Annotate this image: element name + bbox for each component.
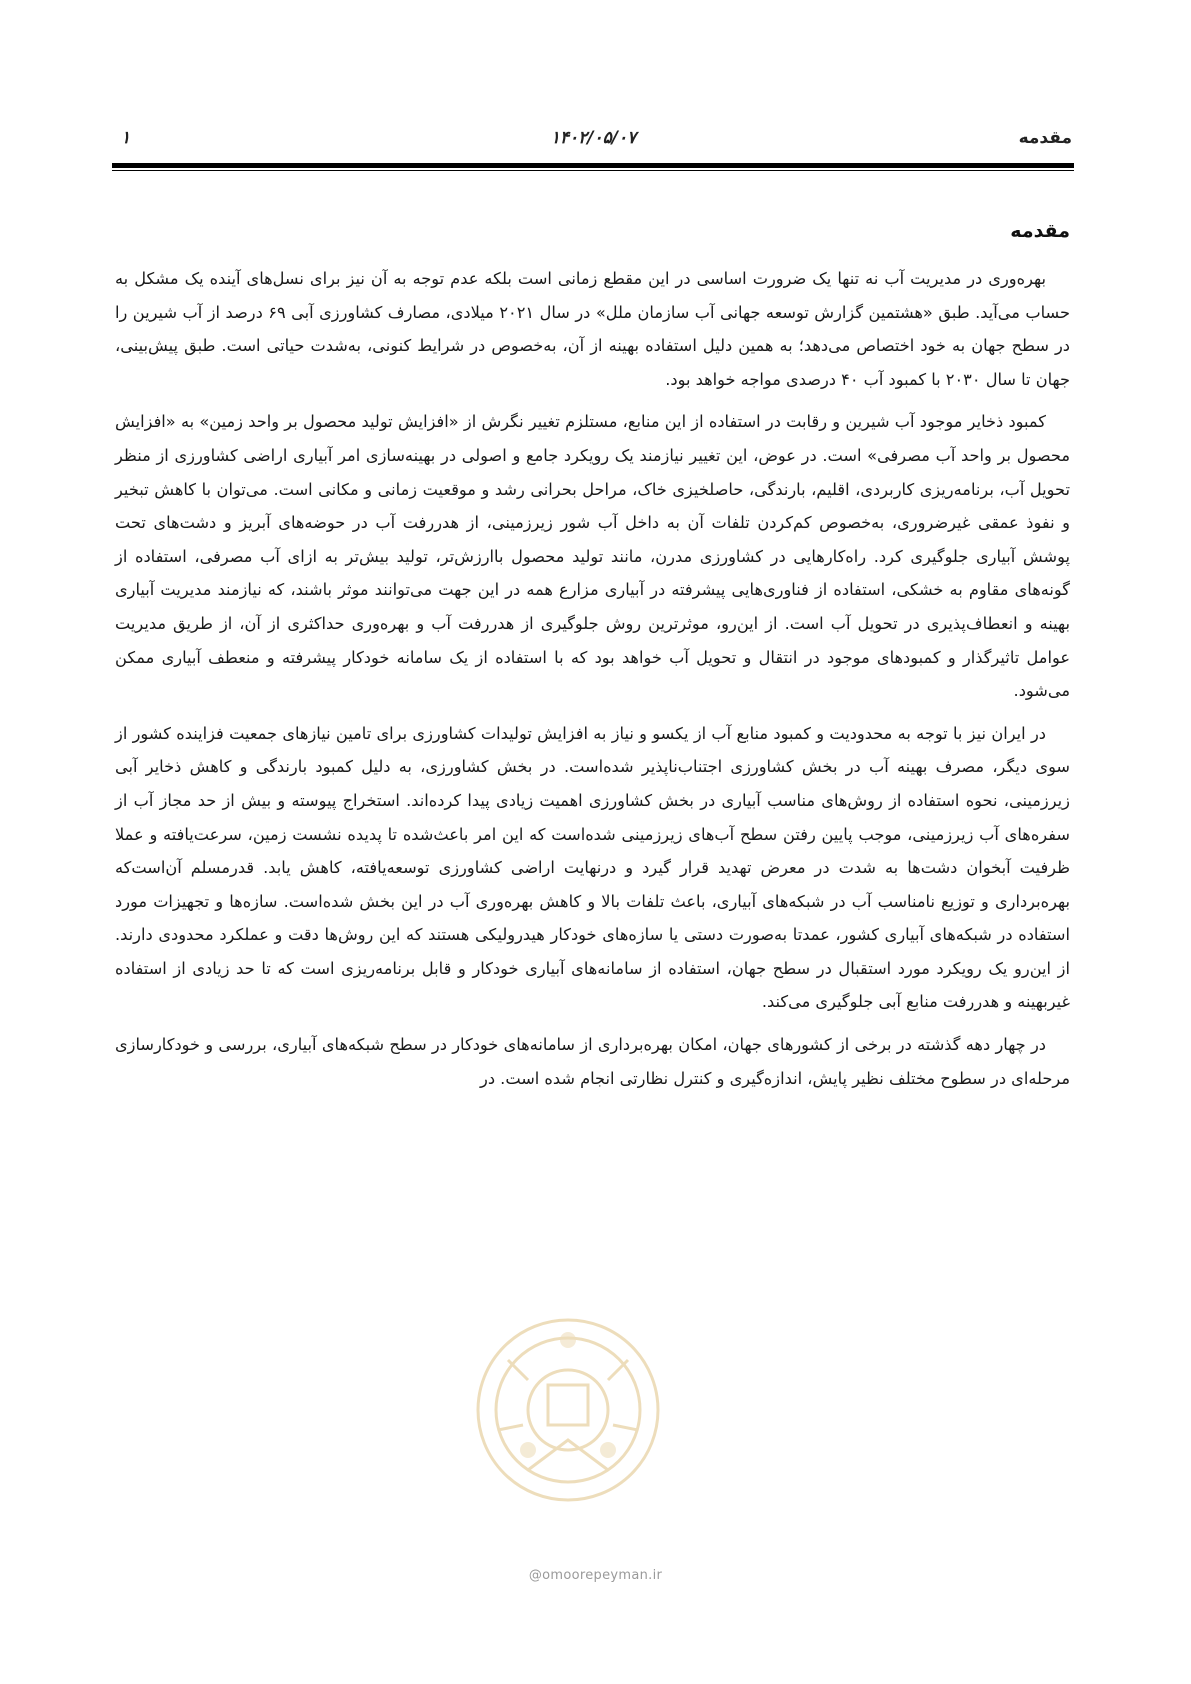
header-rule-thick: [112, 163, 1074, 168]
header-page-number: ۱: [121, 128, 131, 148]
paragraph-3: در ایران نیز با توجه به محدودیت و کمبود منابع آب از یکسو و نیاز به افزایش تولیدات کشاورزی برای تامین نیازهای جمعیت فزاینده کشور از سوی دیگر، مصرف بهینه آب در بخش کشاورزی اجتناب‌ناپذیر شده‌است. در بخش کشاورزی، به دلیل کمبود بارندگی و کاهش ذخایر آبی زیرزمینی، نحوه استفاده از روش‌های مناسب آبیاری در بخش کشاورزی اهمیت زیادی پیدا کرده‌اند. استخراج پیوسته و بیش از حد مجاز آب از سفره‌های آب زیرزمینی، موجب پایین رفتن سطح آب‌های زیرزمینی شده‌است که این امر باعث‌شده تا پدیده نشست زمین، سرعت‌یافته و عملا ظرفیت آبخوان دشت‌ها به شدت در معرض تهدید قرار گیرد و درنهایت اراضی کشاورزی توسعه‌یافته، کاهش یابد. قدرمسلم آن‌است‌که بهره‌برداری و توزیع نامناسب آب در شبکه‌های آبیاری، باعث تلفات بالا و کاهش بهره‌وری آب در این بخش شده‌است. سازه‌ها و تجهیزات مورد استفاده در شبکه‌های آبیاری کشور، عمدتا به‌صورت دستی یا سازه‌های خودکار هیدرولیکی هستند که این روش‌ها دقت و عملکرد محدودی دارند. از این‌رو یک رویکرد مورد استقبال در سطح جهان، استفاده از سامانه‌های آبیاری خودکار و قابل برنامه‌ریزی است که تا حد زیادی از استفاده غیربهینه و هدررفت منابع آبی جلوگیری می‌کند.: [115, 723, 1070, 1012]
section-heading: مقدمه: [1010, 220, 1070, 242]
header-rule-thin: [112, 170, 1074, 171]
paragraph-4: در چهار دهه گذشته در برخی از کشورهای جهان، امکان بهره‌برداری از سامانه‌های خودکار در سطح شبکه‌های آبیاری، بررسی و خودکارسازی مرحله‌ای در سطوح مختلف نظیر پایش، اندازه‌گیری و کنترل نظارتی انجام شده است. در: [115, 1035, 1070, 1088]
page-header: [115, 128, 1072, 156]
paragraph-1: بهره‌وری در مدیریت آب نه تنها یک ضرورت اساسی در این مقطع زمانی است بلکه عدم توجه به آن نیز برای نسل‌های آینده یک مشکل به حساب می‌آید. طبق «هشتمین گزارش توسعه جهانی آب سازمان ملل» در سال ۲۰۲۱ میلادی، مصارف کشاورزی آبی ۶۹ درصد از آب شیرین را در سطح جهان به خود اختصاص می‌دهد؛ به همین دلیل استفاده بهینه از آن، به‌خصوص در شرایط کنونی، به‌شدت حیاتی است. طبق پیش‌بینی، جهان تا سال ۲۰۳۰ با کمبود آب ۴۰ درصدی مواجه خواهد بود.: [115, 269, 1070, 389]
header-date: ۱۴۰۲/۰۵/۰۷: [550, 128, 637, 148]
watermark-seal-icon: [468, 1300, 668, 1550]
watermark-text: @omoorepeyman.ir: [528, 1568, 663, 1583]
document-body: [115, 220, 1070, 1104]
header-section-title: مقدمه: [1018, 128, 1072, 148]
paragraph-2: کمبود ذخایر موجود آب شیرین و رقابت در استفاده از این منابع، مستلزم تغییر نگرش از «افزایش تولید محصول بر واحد زمین» به «افزایش محصول بر واحد آب مصرفی» است. در عوض، این تغییر نیازمند یک رویکرد جامع و اصولی در بهینه‌سازی امر آبیاری اراضی کشاورزی از منظر تحویل آب، برنامه‌ریزی کاربردی، اقلیم، بارندگی، حاصلخیزی خاک، مراحل بحرانی رشد و موقعیت زمانی و مکانی است. می‌توان با کاهش تبخیر و نفوذ عمقی غیرضروری، به‌خصوص کم‌کردن تلفات آن به داخل آب شور زیرزمینی، از هدررفت آب در حوضه‌های آبریز و دشت‌های تحت پوشش آبیاری جلوگیری کرد. راه‌کارهایی در کشاورزی مدرن، مانند تولید محصول باارزش‌تر، تولید بیش‌تر به ازای آب مصرفی، استفاده از گونه‌های مقاوم به خشکی، استفاده از فناوری‌هایی پیشرفته در آبیاری مزارع همه در این جهت می‌توانند موثر باشند، که نیازمند مدیریت آبیاری بهینه و انعطاف‌پذیری در تحویل آب است. از این‌رو، موثرترین روش جلوگیری از هدررفت آب و بهره‌وری حداکثری از آن، از طریق مدیریت عوامل تاثیرگذار و کمبودهای موجود در انتقال و تحویل آب خواهد بود که با استفاده از یک سامانه خودکار پیشرفته و منعطف آبیاری ممکن می‌شود.: [115, 412, 1070, 701]
